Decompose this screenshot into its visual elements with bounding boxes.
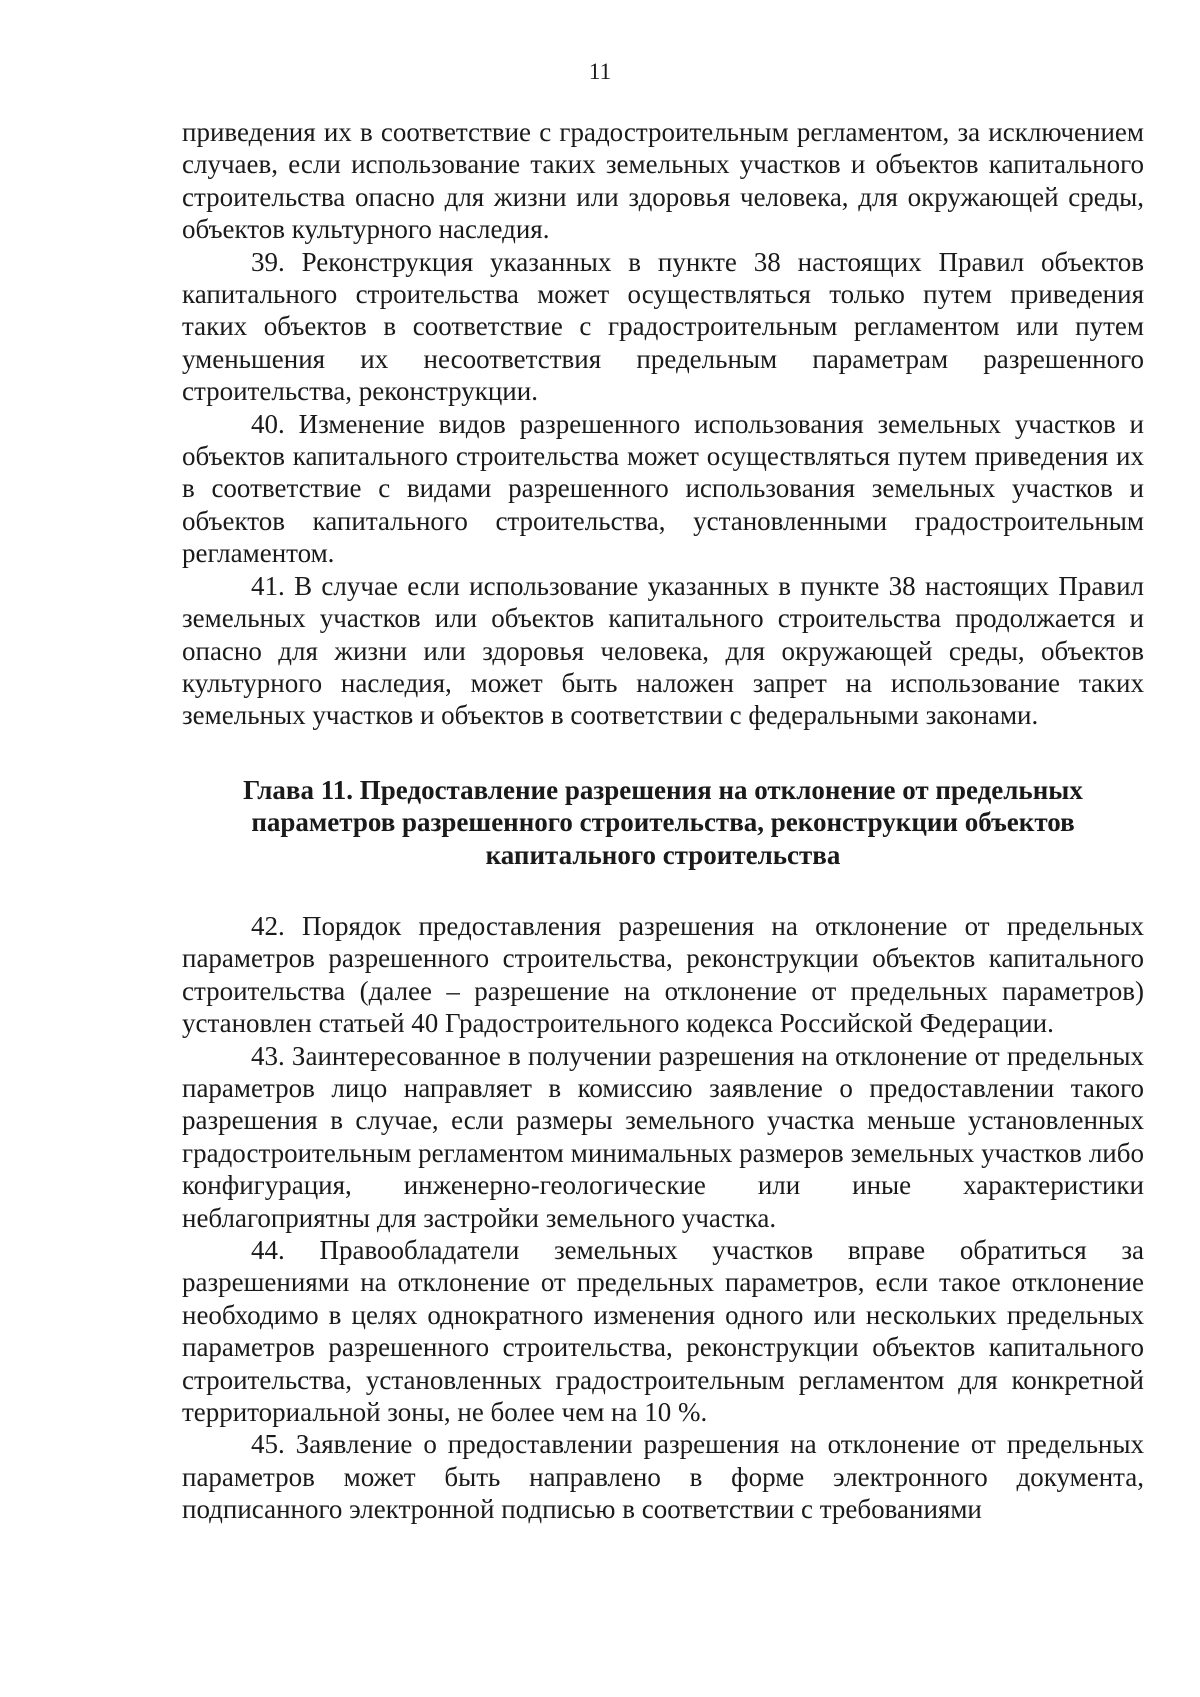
page-number: 11 [588, 59, 612, 84]
paragraph-44: 44. Правообладатели земельных участков вправе обратиться за разрешениями на отклонение от предельных параметров, если такое отклонение необходимо в целях однократного изменения одного или нескольких предельных параметров разрешенного строительства, реконструкции объектов капитального строительства, установленных градостроительным регламентом для конкретной территориальной зоны, не более чем на 10 %. [182, 1235, 1144, 1428]
chapter-heading: Глава 11. Предоставление разрешения на отклонение от предельных параметров разрешенного строительства, реконструкции объектов капитального строительства [243, 774, 1083, 870]
paragraph-continuation: приведения их в соответствие с градостроительным регламентом, за исключением случаев, если использование таких земельных участков и объектов капитального строительства опасно для жизни или здоровья человека, для окружающей среды, объектов культурного наследия. [182, 117, 1144, 245]
paragraph-43: 43. Заинтересованное в получении разрешения на отклонение от предельных параметров лицо направляет в комиссию заявление о предоставлении такого разрешения в случае, если размеры земельного участка меньше установленных градостроительным регламентом минимальных размеров земельных участков либо конфигурация, инженерно-геологические или иные характеристики неблагоприятны для застройки земельного участка. [182, 1040, 1144, 1233]
paragraph-39: 39. Реконструкция указанных в пункте 38 настоящих Правил объектов капитального строительства может осуществляться только путем приведения таких объектов в соответствие с градостроительным регламентом или путем уменьшения их несоответствия предельным параметрам разрешенного строительства, реконструкции. [182, 246, 1144, 407]
document-body [182, 116, 1144, 1526]
paragraph-40: 40. Изменение видов разрешенного использования земельных участков и объектов капитального строительства может осуществляться путем приведения их в соответствие с видами разрешенного использования земельных участков и объектов капитального строительства, установленными градостроительным регламентом. [182, 408, 1144, 569]
paragraph-42: 42. Порядок предоставления разрешения на отклонение от предельных параметров разрешенного строительства, реконструкции объектов капитального строительства (далее – разрешение на отклонение от предельных параметров) установлен статьей 40 Градостроительного кодекса Российской Федерации. [182, 910, 1144, 1039]
paragraph-41: 41. В случае если использование указанных в пункте 38 настоящих Правил земельных участков или объектов капитального строительства продолжается и опасно для жизни или здоровья человека, для окружающей среды, объектов культурного наследия, может быть наложен запрет на использование таких земельных участков и объектов в соответствии с федеральными законами. [182, 570, 1144, 731]
paragraph-45: 45. Заявление о предоставлении разрешения на отклонение от предельных параметров может быть направлено в форме электронного документа, подписанного электронной подписью в соответствии с требованиями [182, 1429, 1144, 1525]
